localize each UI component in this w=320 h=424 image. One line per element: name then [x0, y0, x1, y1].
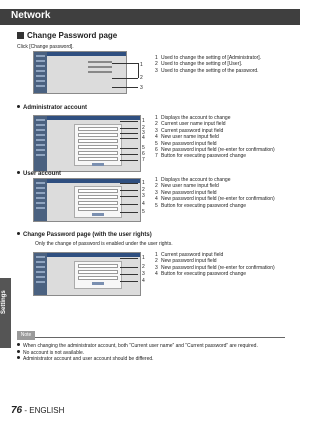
list-item: 2 New user name input field	[155, 183, 219, 190]
callout-number: 5	[142, 209, 145, 215]
callout-number: 3	[140, 85, 143, 91]
callout-number: 4	[142, 278, 145, 284]
subheading-administrator: Administrator account	[17, 105, 87, 111]
bullet-icon	[17, 105, 20, 108]
callout-number: 2	[142, 125, 145, 131]
side-chapter-tab	[0, 278, 11, 348]
bullet-icon	[17, 171, 20, 174]
list-item: 5 Button for executing password change	[155, 202, 247, 209]
subheading-user-rights: Change Password page (with the user rights)	[17, 232, 152, 238]
list-item: 2 Used to change the setting of [User].	[155, 61, 243, 68]
callout-number: 4	[142, 135, 145, 141]
list-item: 1 Used to change the setting of [Administrator].	[155, 55, 262, 61]
callout-number: 3	[142, 193, 145, 199]
callout-number: 1	[140, 62, 143, 68]
list-item: 2 Current user name input field	[155, 121, 226, 128]
callout-number: 1	[142, 255, 145, 261]
callout-list-1	[155, 55, 261, 74]
callout-number: 4	[142, 201, 145, 207]
side-chapter-label: Settings	[1, 290, 7, 314]
bullet-icon	[17, 232, 20, 235]
note-rule	[17, 337, 285, 338]
section-title: Network	[11, 10, 51, 21]
page-heading-text: Change Password page	[27, 31, 118, 40]
list-item: 3 Current password input field	[155, 127, 224, 134]
callout-number: 6	[142, 151, 145, 157]
intro-text: Click [Change password].	[17, 44, 74, 50]
list-item: 6 New password input field (re-enter for confirmation)	[155, 147, 275, 154]
list-item: 1 Displays the account to change	[155, 177, 231, 183]
note-label: Note	[17, 331, 35, 340]
list-item: 4 Button for executing password change	[155, 271, 247, 278]
callout-number: 7	[142, 157, 145, 163]
callout-number: 5	[142, 145, 145, 151]
list-item: 3 New password input field	[155, 189, 217, 196]
callout-list-3	[155, 177, 275, 209]
user-rights-description: Only the change of password is enabled under the user rights.	[35, 241, 173, 247]
subheading-user-account: User account	[17, 171, 61, 177]
page-heading	[17, 31, 117, 40]
list-item: 4 New user name input field	[155, 134, 219, 141]
list-item: 2 New password input field	[155, 258, 217, 265]
callout-list-4	[155, 252, 275, 278]
note-item: When changing the administrator account, both “Current user name” and “Current password” are required.	[17, 343, 258, 350]
bullet-icon	[17, 343, 20, 346]
note-item: No account is not available.	[17, 350, 258, 357]
list-item: 1 Current password input field	[155, 252, 224, 258]
bullet-icon	[17, 350, 20, 353]
callout-number: 2	[142, 187, 145, 193]
note-list	[17, 343, 258, 363]
list-item: 4 New password input field (re-enter for confirmation)	[155, 196, 275, 203]
heading-square-icon	[17, 32, 24, 39]
callout-list-2	[155, 115, 275, 160]
list-item: 5 New password input field	[155, 140, 217, 147]
list-item: 7 Button for executing password change	[155, 153, 247, 160]
screenshot-user-account	[33, 178, 141, 222]
section-header-bar	[0, 9, 300, 25]
list-item: 3 New password input field (re-enter for confirmation)	[155, 264, 275, 271]
callout-number: 3	[142, 271, 145, 277]
callout-number: 1	[142, 118, 145, 124]
callout-number: 2	[140, 75, 143, 81]
page-footer	[11, 405, 64, 416]
screenshot-administrator-account	[33, 115, 141, 172]
callout-number: 2	[142, 264, 145, 270]
bullet-icon	[17, 356, 20, 359]
callout-number: 1	[142, 180, 145, 186]
page-number: 76	[11, 405, 23, 416]
page-language: - ENGLISH	[22, 406, 65, 415]
note-item: Administrator account and user account should be differed.	[17, 356, 258, 363]
callout-number: 3	[142, 130, 145, 136]
list-item: 3 Used to change the setting of the password.	[155, 67, 259, 74]
list-item: 1 Displays the account to change	[155, 115, 231, 121]
